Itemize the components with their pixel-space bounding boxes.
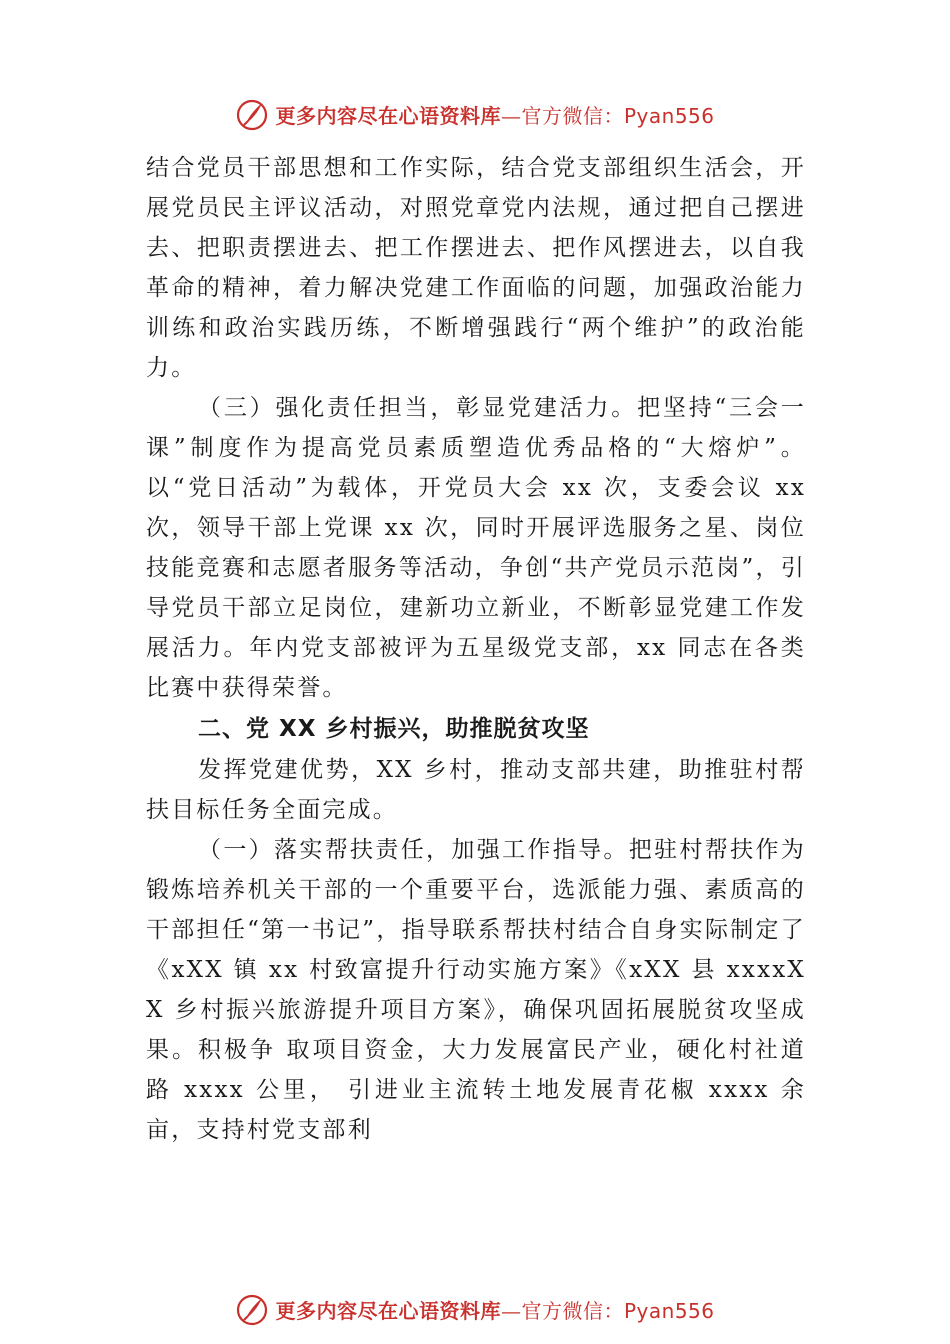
header-watermark bbox=[0, 94, 950, 134]
watermark-label: 官方微信： bbox=[521, 1298, 624, 1323]
watermark-main: 更多内容尽在心语资料库 bbox=[275, 1298, 501, 1323]
watermark-id: Pyan556 bbox=[623, 103, 715, 128]
section-heading: 二、党 XX 乡村振兴，助推脱贫攻坚 bbox=[198, 716, 590, 742]
watermark-main: 更多内容尽在心语资料库 bbox=[275, 103, 501, 128]
quill-seal-logo-icon bbox=[235, 97, 269, 131]
body-paragraph: （三）强化责任担当，彰显党建活力。把坚持“三会一课”制度作为提高党员素质塑造优秀品格的“大熔炉”。以“党日活动”为载体，开党员大会 xx 次，支委会议 xx 次，领导干部上党课 xx 次，同时开展评选服务之星、岗位技能竞赛和志愿者服务等活动，争创“共产党员示范岗”，引导党员干部立足岗位，建新功立新业，不断彰显党建工作发展活力。年内党支部被评为五星级党支部，xx 同志在各类比赛中获得荣誉。 bbox=[146, 395, 806, 701]
body-paragraph: 发挥党建优势，XX 乡村，推动支部共建，助推驻村帮扶目标任务全面完成。 bbox=[146, 757, 806, 823]
footer-watermark bbox=[0, 1289, 950, 1329]
watermark-dash: — bbox=[500, 103, 522, 128]
document-body bbox=[146, 148, 806, 1150]
watermark-label: 官方微信： bbox=[521, 103, 624, 128]
body-paragraph: 结合党员干部思想和工作实际，结合党支部组织生活会，开展党员民主评议活动，对照党章党内法规，通过把自己摆进去、把职责摆进去、把工作摆进去、把作风摆进去，以自我革命的精神，着力解决党建工作面临的问题，加强政治能力训练和政治实践历练，不断增强践行“两个维护”的政治能力。 bbox=[146, 155, 806, 381]
watermark-text bbox=[275, 1295, 714, 1324]
watermark-id: Pyan556 bbox=[623, 1298, 715, 1323]
watermark-text bbox=[275, 100, 714, 129]
quill-seal-logo-icon bbox=[235, 1292, 269, 1326]
body-paragraph: （一）落实帮扶责任，加强工作指导。把驻村帮扶作为锻炼培养机关干部的一个重要平台，选派能力强、素质高的干部担任“第一书记”，指导联系帮扶村结合自身实际制定了《xXX 镇 xx 村致富提升行动实施方案》《xXX 县 xxxxXX 乡村振兴旅游提升项目方案》，确保巩固拓展脱贫攻坚成果。积极争 取项目资金，大力发展富民产业，硬化村社道路 xxxx 公里， 引进业主流转土地发展青花椒 xxxx 余亩，支持村党支部利 bbox=[146, 837, 806, 1143]
watermark-dash: — bbox=[500, 1298, 522, 1323]
